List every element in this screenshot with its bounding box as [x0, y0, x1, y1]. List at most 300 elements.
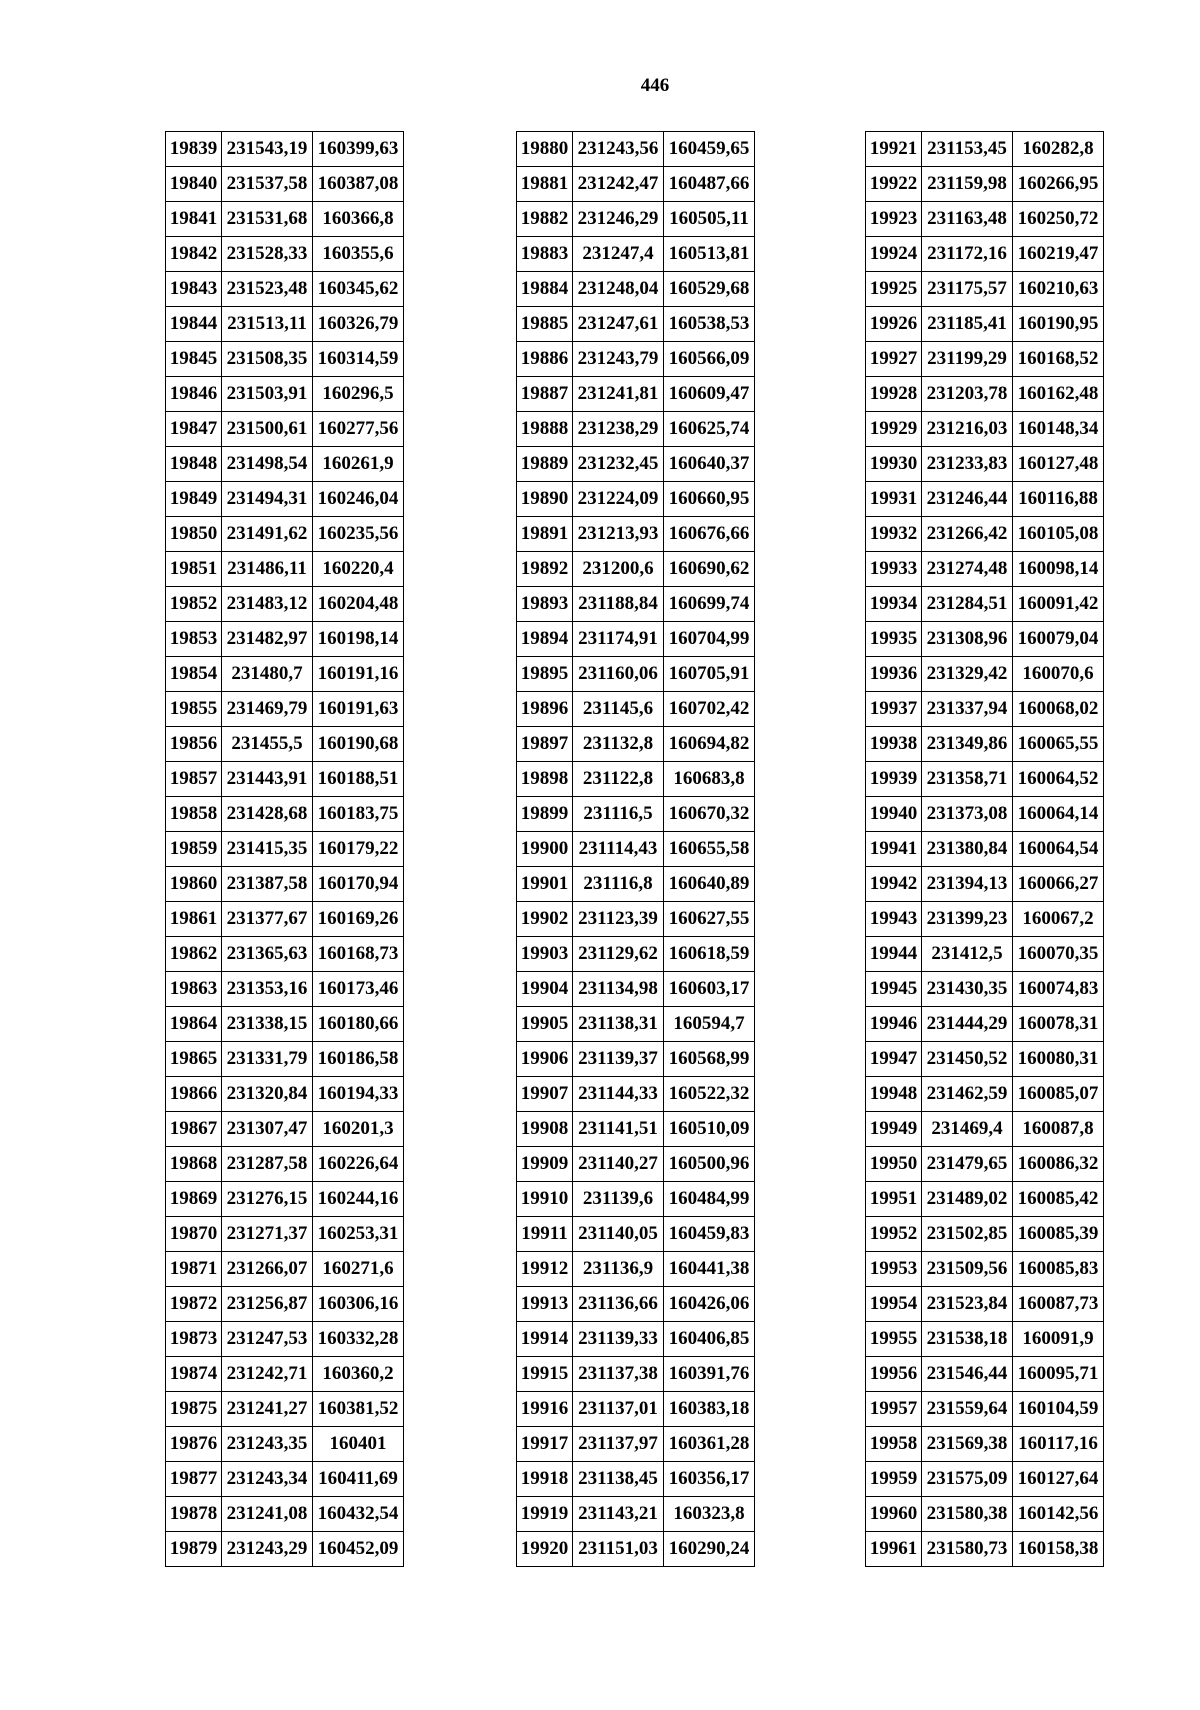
table-row — [517, 867, 755, 902]
table-row — [517, 1217, 755, 1252]
x-coordinate-cell: 231365,63 — [222, 937, 313, 972]
table-row — [866, 552, 1104, 587]
x-coordinate-cell: 231412,5 — [922, 937, 1013, 972]
x-coordinate-cell: 231159,98 — [922, 167, 1013, 202]
y-coordinate-cell: 160271,6 — [313, 1252, 404, 1287]
x-coordinate-cell: 231569,38 — [922, 1427, 1013, 1462]
y-coordinate-cell: 160086,32 — [1013, 1147, 1104, 1182]
point-number-cell: 19923 — [866, 202, 922, 237]
y-coordinate-cell: 160191,63 — [313, 692, 404, 727]
x-coordinate-cell: 231116,8 — [573, 867, 664, 902]
y-coordinate-cell: 160065,55 — [1013, 727, 1104, 762]
point-number-cell: 19876 — [166, 1427, 222, 1462]
y-coordinate-cell: 160282,8 — [1013, 132, 1104, 167]
table-row — [866, 692, 1104, 727]
table-row — [166, 657, 404, 692]
point-number-cell: 19869 — [166, 1182, 222, 1217]
y-coordinate-cell: 160168,52 — [1013, 342, 1104, 377]
coordinate-table-3 — [865, 131, 1104, 1567]
y-coordinate-cell: 160064,54 — [1013, 832, 1104, 867]
point-number-cell: 19850 — [166, 517, 222, 552]
x-coordinate-cell: 231241,08 — [222, 1497, 313, 1532]
x-coordinate-cell: 231528,33 — [222, 237, 313, 272]
x-coordinate-cell: 231243,35 — [222, 1427, 313, 1462]
x-coordinate-cell: 231430,35 — [922, 972, 1013, 1007]
y-coordinate-cell: 160162,48 — [1013, 377, 1104, 412]
point-number-cell: 19864 — [166, 1007, 222, 1042]
table-row — [517, 762, 755, 797]
x-coordinate-cell: 231531,68 — [222, 202, 313, 237]
table-row — [866, 1287, 1104, 1322]
point-number-cell: 19849 — [166, 482, 222, 517]
table-row — [517, 272, 755, 307]
y-coordinate-cell: 160401 — [313, 1427, 404, 1462]
point-number-cell: 19926 — [866, 307, 922, 342]
point-number-cell: 19841 — [166, 202, 222, 237]
point-number-cell: 19958 — [866, 1427, 922, 1462]
table-row — [517, 342, 755, 377]
x-coordinate-cell: 231242,71 — [222, 1357, 313, 1392]
y-coordinate-cell: 160355,6 — [313, 237, 404, 272]
y-coordinate-cell: 160085,42 — [1013, 1182, 1104, 1217]
table-row — [517, 972, 755, 1007]
point-number-cell: 19900 — [517, 832, 573, 867]
table-row — [166, 1462, 404, 1497]
point-number-cell: 19878 — [166, 1497, 222, 1532]
y-coordinate-cell: 160676,66 — [664, 517, 755, 552]
x-coordinate-cell: 231500,61 — [222, 412, 313, 447]
table-row — [166, 762, 404, 797]
table-row — [866, 762, 1104, 797]
point-number-cell: 19840 — [166, 167, 222, 202]
y-coordinate-cell: 160568,99 — [664, 1042, 755, 1077]
x-coordinate-cell: 231185,41 — [922, 307, 1013, 342]
y-coordinate-cell: 160459,83 — [664, 1217, 755, 1252]
point-number-cell: 19902 — [517, 902, 573, 937]
table-row — [517, 1497, 755, 1532]
x-coordinate-cell: 231122,8 — [573, 762, 664, 797]
point-number-cell: 19938 — [866, 727, 922, 762]
table-row — [166, 167, 404, 202]
point-number-cell: 19870 — [166, 1217, 222, 1252]
x-coordinate-cell: 231502,85 — [922, 1217, 1013, 1252]
point-number-cell: 19877 — [166, 1462, 222, 1497]
x-coordinate-cell: 231138,45 — [573, 1462, 664, 1497]
y-coordinate-cell: 160694,82 — [664, 727, 755, 762]
y-coordinate-cell: 160188,51 — [313, 762, 404, 797]
point-number-cell: 19955 — [866, 1322, 922, 1357]
table-row — [517, 167, 755, 202]
point-number-cell: 19943 — [866, 902, 922, 937]
table-row — [517, 1077, 755, 1112]
table-row — [166, 1357, 404, 1392]
y-coordinate-cell: 160538,53 — [664, 307, 755, 342]
y-coordinate-cell: 160432,54 — [313, 1497, 404, 1532]
point-number-cell: 19892 — [517, 552, 573, 587]
y-coordinate-cell: 160091,9 — [1013, 1322, 1104, 1357]
table-row — [517, 1392, 755, 1427]
y-coordinate-cell: 160261,9 — [313, 447, 404, 482]
y-coordinate-cell: 160226,64 — [313, 1147, 404, 1182]
x-coordinate-cell: 231160,06 — [573, 657, 664, 692]
x-coordinate-cell: 231114,43 — [573, 832, 664, 867]
x-coordinate-cell: 231247,4 — [573, 237, 664, 272]
coordinate-table-2 — [516, 131, 755, 1567]
point-number-cell: 19920 — [517, 1532, 573, 1567]
table-row — [166, 1217, 404, 1252]
table-row — [866, 412, 1104, 447]
x-coordinate-cell: 231216,03 — [922, 412, 1013, 447]
table-row — [166, 1042, 404, 1077]
point-number-cell: 19842 — [166, 237, 222, 272]
x-coordinate-cell: 231380,84 — [922, 832, 1013, 867]
x-coordinate-cell: 231246,29 — [573, 202, 664, 237]
x-coordinate-cell: 231482,97 — [222, 622, 313, 657]
table-row — [166, 1427, 404, 1462]
x-coordinate-cell: 231136,66 — [573, 1287, 664, 1322]
x-coordinate-cell: 231140,27 — [573, 1147, 664, 1182]
point-number-cell: 19914 — [517, 1322, 573, 1357]
x-coordinate-cell: 231243,56 — [573, 132, 664, 167]
table-row — [166, 1147, 404, 1182]
table-row — [166, 692, 404, 727]
y-coordinate-cell: 160500,96 — [664, 1147, 755, 1182]
point-number-cell: 19915 — [517, 1357, 573, 1392]
x-coordinate-cell: 231428,68 — [222, 797, 313, 832]
point-number-cell: 19941 — [866, 832, 922, 867]
point-number-cell: 19912 — [517, 1252, 573, 1287]
point-number-cell: 19929 — [866, 412, 922, 447]
point-number-cell: 19908 — [517, 1112, 573, 1147]
table-row — [517, 132, 755, 167]
x-coordinate-cell: 231139,33 — [573, 1322, 664, 1357]
y-coordinate-cell: 160441,38 — [664, 1252, 755, 1287]
table-row — [866, 587, 1104, 622]
point-number-cell: 19940 — [866, 797, 922, 832]
x-coordinate-cell: 231172,16 — [922, 237, 1013, 272]
table-row — [517, 237, 755, 272]
point-number-cell: 19932 — [866, 517, 922, 552]
y-coordinate-cell: 160250,72 — [1013, 202, 1104, 237]
point-number-cell: 19939 — [866, 762, 922, 797]
point-number-cell: 19883 — [517, 237, 573, 272]
x-coordinate-cell: 231145,6 — [573, 692, 664, 727]
point-number-cell: 19930 — [866, 447, 922, 482]
point-number-cell: 19846 — [166, 377, 222, 412]
x-coordinate-cell: 231116,5 — [573, 797, 664, 832]
table-row — [517, 1182, 755, 1217]
point-number-cell: 19847 — [166, 412, 222, 447]
point-number-cell: 19916 — [517, 1392, 573, 1427]
x-coordinate-cell: 231175,57 — [922, 272, 1013, 307]
point-number-cell: 19919 — [517, 1497, 573, 1532]
x-coordinate-cell: 231266,07 — [222, 1252, 313, 1287]
point-number-cell: 19886 — [517, 342, 573, 377]
y-coordinate-cell: 160087,73 — [1013, 1287, 1104, 1322]
y-coordinate-cell: 160080,31 — [1013, 1042, 1104, 1077]
x-coordinate-cell: 231575,09 — [922, 1462, 1013, 1497]
point-number-cell: 19924 — [866, 237, 922, 272]
y-coordinate-cell: 160191,16 — [313, 657, 404, 692]
x-coordinate-cell: 231329,42 — [922, 657, 1013, 692]
x-coordinate-cell: 231462,59 — [922, 1077, 1013, 1112]
x-coordinate-cell: 231443,91 — [222, 762, 313, 797]
point-number-cell: 19897 — [517, 727, 573, 762]
y-coordinate-cell: 160660,95 — [664, 482, 755, 517]
x-coordinate-cell: 231523,84 — [922, 1287, 1013, 1322]
table-row — [166, 377, 404, 412]
x-coordinate-cell: 231137,38 — [573, 1357, 664, 1392]
y-coordinate-cell: 160117,16 — [1013, 1427, 1104, 1462]
point-number-cell: 19859 — [166, 832, 222, 867]
table-row — [866, 1497, 1104, 1532]
point-number-cell: 19852 — [166, 587, 222, 622]
y-coordinate-cell: 160702,42 — [664, 692, 755, 727]
table-row — [166, 202, 404, 237]
y-coordinate-cell: 160366,8 — [313, 202, 404, 237]
x-coordinate-cell: 231241,27 — [222, 1392, 313, 1427]
table-row — [866, 1252, 1104, 1287]
y-coordinate-cell: 160078,31 — [1013, 1007, 1104, 1042]
y-coordinate-cell: 160085,39 — [1013, 1217, 1104, 1252]
table-row — [517, 587, 755, 622]
point-number-cell: 19901 — [517, 867, 573, 902]
x-coordinate-cell: 231308,96 — [922, 622, 1013, 657]
x-coordinate-cell: 231153,45 — [922, 132, 1013, 167]
x-coordinate-cell: 231538,18 — [922, 1322, 1013, 1357]
point-number-cell: 19956 — [866, 1357, 922, 1392]
y-coordinate-cell: 160244,16 — [313, 1182, 404, 1217]
table-row — [866, 307, 1104, 342]
y-coordinate-cell: 160391,76 — [664, 1357, 755, 1392]
point-number-cell: 19895 — [517, 657, 573, 692]
point-number-cell: 19866 — [166, 1077, 222, 1112]
y-coordinate-cell: 160625,74 — [664, 412, 755, 447]
x-coordinate-cell: 231266,42 — [922, 517, 1013, 552]
point-number-cell: 19918 — [517, 1462, 573, 1497]
y-coordinate-cell: 160087,8 — [1013, 1112, 1104, 1147]
table-row — [866, 1427, 1104, 1462]
y-coordinate-cell: 160323,8 — [664, 1497, 755, 1532]
x-coordinate-cell: 231241,81 — [573, 377, 664, 412]
x-coordinate-cell: 231480,7 — [222, 657, 313, 692]
y-coordinate-cell: 160704,99 — [664, 622, 755, 657]
y-coordinate-cell: 160235,56 — [313, 517, 404, 552]
table-row — [517, 517, 755, 552]
x-coordinate-cell: 231455,5 — [222, 727, 313, 762]
table-row — [517, 622, 755, 657]
y-coordinate-cell: 160169,26 — [313, 902, 404, 937]
point-number-cell: 19905 — [517, 1007, 573, 1042]
table-row — [866, 517, 1104, 552]
point-number-cell: 19874 — [166, 1357, 222, 1392]
x-coordinate-cell: 231353,16 — [222, 972, 313, 1007]
x-coordinate-cell: 231537,58 — [222, 167, 313, 202]
y-coordinate-cell: 160332,28 — [313, 1322, 404, 1357]
point-number-cell: 19907 — [517, 1077, 573, 1112]
point-number-cell: 19889 — [517, 447, 573, 482]
y-coordinate-cell: 160566,09 — [664, 342, 755, 377]
point-number-cell: 19844 — [166, 307, 222, 342]
table-row — [517, 482, 755, 517]
y-coordinate-cell: 160529,68 — [664, 272, 755, 307]
point-number-cell: 19931 — [866, 482, 922, 517]
point-number-cell: 19894 — [517, 622, 573, 657]
point-number-cell: 19853 — [166, 622, 222, 657]
point-number-cell: 19911 — [517, 1217, 573, 1252]
y-coordinate-cell: 160277,56 — [313, 412, 404, 447]
x-coordinate-cell: 231523,48 — [222, 272, 313, 307]
table-row — [517, 1147, 755, 1182]
y-coordinate-cell: 160186,58 — [313, 1042, 404, 1077]
table-row — [517, 1427, 755, 1462]
point-number-cell: 19960 — [866, 1497, 922, 1532]
y-coordinate-cell: 160064,14 — [1013, 797, 1104, 832]
x-coordinate-cell: 231450,52 — [922, 1042, 1013, 1077]
x-coordinate-cell: 231307,47 — [222, 1112, 313, 1147]
x-coordinate-cell: 231479,65 — [922, 1147, 1013, 1182]
point-number-cell: 19928 — [866, 377, 922, 412]
table-row — [866, 1357, 1104, 1392]
table-row — [517, 1007, 755, 1042]
point-number-cell: 19855 — [166, 692, 222, 727]
x-coordinate-cell: 231559,64 — [922, 1392, 1013, 1427]
table-row — [866, 867, 1104, 902]
point-number-cell: 19937 — [866, 692, 922, 727]
x-coordinate-cell: 231132,8 — [573, 727, 664, 762]
point-number-cell: 19862 — [166, 937, 222, 972]
table-row — [866, 727, 1104, 762]
table-row — [166, 307, 404, 342]
table-row — [866, 447, 1104, 482]
table-row — [166, 1252, 404, 1287]
y-coordinate-cell: 160314,59 — [313, 342, 404, 377]
point-number-cell: 19873 — [166, 1322, 222, 1357]
y-coordinate-cell: 160690,62 — [664, 552, 755, 587]
point-number-cell: 19856 — [166, 727, 222, 762]
y-coordinate-cell: 160079,04 — [1013, 622, 1104, 657]
x-coordinate-cell: 231134,98 — [573, 972, 664, 1007]
table-row — [517, 832, 755, 867]
point-number-cell: 19903 — [517, 937, 573, 972]
x-coordinate-cell: 231138,31 — [573, 1007, 664, 1042]
table-row — [866, 622, 1104, 657]
y-coordinate-cell: 160459,65 — [664, 132, 755, 167]
table-row — [866, 1217, 1104, 1252]
point-number-cell: 19871 — [166, 1252, 222, 1287]
table-row — [166, 552, 404, 587]
y-coordinate-cell: 160627,55 — [664, 902, 755, 937]
point-number-cell: 19857 — [166, 762, 222, 797]
point-number-cell: 19936 — [866, 657, 922, 692]
y-coordinate-cell: 160406,85 — [664, 1322, 755, 1357]
y-coordinate-cell: 160198,14 — [313, 622, 404, 657]
point-number-cell: 19848 — [166, 447, 222, 482]
point-number-cell: 19879 — [166, 1532, 222, 1567]
table-row — [166, 132, 404, 167]
x-coordinate-cell: 231242,47 — [573, 167, 664, 202]
point-number-cell: 19867 — [166, 1112, 222, 1147]
y-coordinate-cell: 160170,94 — [313, 867, 404, 902]
table-row — [166, 447, 404, 482]
y-coordinate-cell: 160179,22 — [313, 832, 404, 867]
y-coordinate-cell: 160705,91 — [664, 657, 755, 692]
y-coordinate-cell: 160246,04 — [313, 482, 404, 517]
table-row — [166, 1497, 404, 1532]
y-coordinate-cell: 160505,11 — [664, 202, 755, 237]
table-row — [166, 1007, 404, 1042]
table-row — [866, 482, 1104, 517]
x-coordinate-cell: 231543,19 — [222, 132, 313, 167]
x-coordinate-cell: 231509,56 — [922, 1252, 1013, 1287]
y-coordinate-cell: 160426,06 — [664, 1287, 755, 1322]
x-coordinate-cell: 231491,62 — [222, 517, 313, 552]
table-row — [166, 272, 404, 307]
x-coordinate-cell: 231203,78 — [922, 377, 1013, 412]
y-coordinate-cell: 160085,07 — [1013, 1077, 1104, 1112]
table-row — [866, 1147, 1104, 1182]
table-row — [866, 272, 1104, 307]
point-number-cell: 19868 — [166, 1147, 222, 1182]
y-coordinate-cell: 160190,95 — [1013, 307, 1104, 342]
y-coordinate-cell: 160266,95 — [1013, 167, 1104, 202]
table-row — [517, 1112, 755, 1147]
table-row — [517, 657, 755, 692]
table-row — [517, 1287, 755, 1322]
table-row — [866, 202, 1104, 237]
table-row — [517, 1462, 755, 1497]
y-coordinate-cell: 160387,08 — [313, 167, 404, 202]
table-row — [866, 937, 1104, 972]
x-coordinate-cell: 231174,91 — [573, 622, 664, 657]
point-number-cell: 19860 — [166, 867, 222, 902]
table-row — [517, 552, 755, 587]
y-coordinate-cell: 160345,62 — [313, 272, 404, 307]
point-number-cell: 19896 — [517, 692, 573, 727]
point-number-cell: 19891 — [517, 517, 573, 552]
table-row — [866, 1112, 1104, 1147]
point-number-cell: 19961 — [866, 1532, 922, 1567]
point-number-cell: 19921 — [866, 132, 922, 167]
x-coordinate-cell: 231483,12 — [222, 587, 313, 622]
point-number-cell: 19875 — [166, 1392, 222, 1427]
table-row — [517, 692, 755, 727]
table-row — [866, 1182, 1104, 1217]
x-coordinate-cell: 231163,48 — [922, 202, 1013, 237]
x-coordinate-cell: 231546,44 — [922, 1357, 1013, 1392]
x-coordinate-cell: 231337,94 — [922, 692, 1013, 727]
y-coordinate-cell: 160168,73 — [313, 937, 404, 972]
x-coordinate-cell: 231247,53 — [222, 1322, 313, 1357]
x-coordinate-cell: 231399,23 — [922, 902, 1013, 937]
x-coordinate-cell: 231358,71 — [922, 762, 1013, 797]
x-coordinate-cell: 231200,6 — [573, 552, 664, 587]
point-number-cell: 19898 — [517, 762, 573, 797]
x-coordinate-cell: 231415,35 — [222, 832, 313, 867]
table-row — [866, 1322, 1104, 1357]
y-coordinate-cell: 160098,14 — [1013, 552, 1104, 587]
x-coordinate-cell: 231469,4 — [922, 1112, 1013, 1147]
point-number-cell: 19957 — [866, 1392, 922, 1427]
table-row — [166, 902, 404, 937]
x-coordinate-cell: 231284,51 — [922, 587, 1013, 622]
point-number-cell: 19861 — [166, 902, 222, 937]
x-coordinate-cell: 231246,44 — [922, 482, 1013, 517]
point-number-cell: 19839 — [166, 132, 222, 167]
point-number-cell: 19909 — [517, 1147, 573, 1182]
table-row — [166, 867, 404, 902]
table-row — [866, 1007, 1104, 1042]
